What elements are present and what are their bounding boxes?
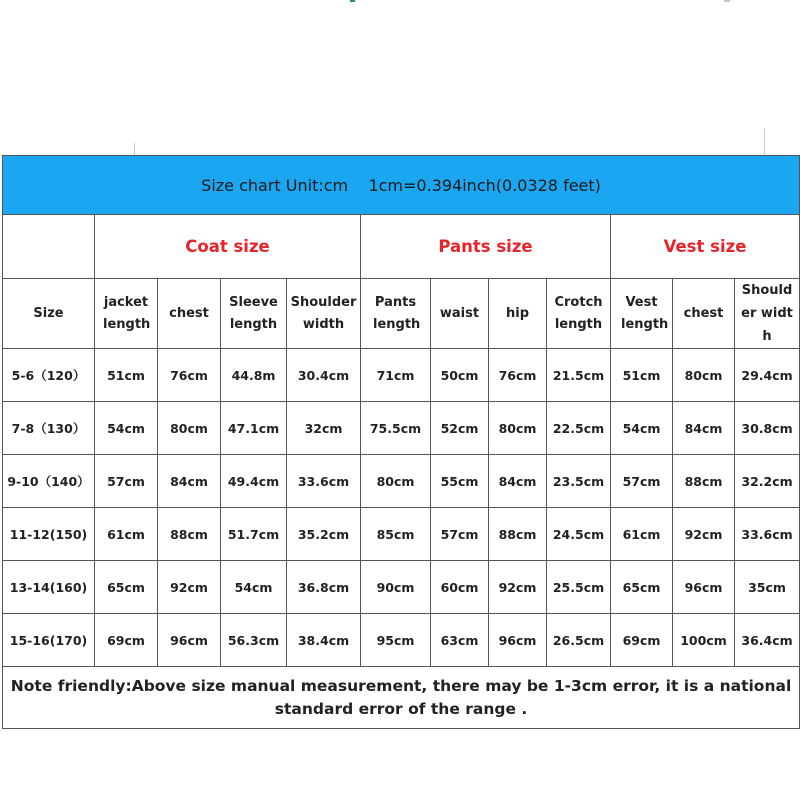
cell-size: 5-6（120） bbox=[3, 349, 95, 402]
cell-waist: 50cm bbox=[431, 349, 489, 402]
table-row bbox=[3, 349, 800, 402]
cell-shoulder-width: 35.2cm bbox=[287, 508, 361, 561]
top-decorative-line bbox=[350, 0, 730, 3]
column-header-hip: hip bbox=[489, 279, 547, 349]
size-chart bbox=[2, 155, 799, 729]
cell-hip: 80cm bbox=[489, 402, 547, 455]
cell-coat-chest: 84cm bbox=[158, 455, 221, 508]
cell-size: 15-16(170) bbox=[3, 614, 95, 667]
cell-vest-shoulder-width: 35cm bbox=[735, 561, 800, 614]
cell-sleeve-length: 47.1cm bbox=[221, 402, 287, 455]
size-chart-table bbox=[2, 155, 800, 729]
cell-vest-length: 61cm bbox=[611, 508, 673, 561]
cell-vest-chest: 100cm bbox=[673, 614, 735, 667]
cell-crotch-length: 25.5cm bbox=[547, 561, 611, 614]
cell-sleeve-length: 49.4cm bbox=[221, 455, 287, 508]
cell-waist: 57cm bbox=[431, 508, 489, 561]
cell-size: 7-8（130） bbox=[3, 402, 95, 455]
column-header-pants-length: Pants length bbox=[361, 279, 431, 349]
cell-pants-length: 85cm bbox=[361, 508, 431, 561]
cell-vest-chest: 92cm bbox=[673, 508, 735, 561]
cell-shoulder-width: 36.8cm bbox=[287, 561, 361, 614]
cell-shoulder-width: 32cm bbox=[287, 402, 361, 455]
group-header-blank bbox=[3, 215, 95, 279]
cell-pants-length: 80cm bbox=[361, 455, 431, 508]
cell-crotch-length: 22.5cm bbox=[547, 402, 611, 455]
cell-waist: 55cm bbox=[431, 455, 489, 508]
cell-vest-chest: 80cm bbox=[673, 349, 735, 402]
cell-vest-shoulder-width: 32.2cm bbox=[735, 455, 800, 508]
cell-vest-chest: 84cm bbox=[673, 402, 735, 455]
pants-size-header: Pants size bbox=[361, 215, 611, 279]
title-row bbox=[3, 156, 800, 215]
cell-hip: 96cm bbox=[489, 614, 547, 667]
cell-hip: 84cm bbox=[489, 455, 547, 508]
cell-coat-chest: 80cm bbox=[158, 402, 221, 455]
cell-coat-chest: 88cm bbox=[158, 508, 221, 561]
table-row bbox=[3, 561, 800, 614]
column-header-waist: waist bbox=[431, 279, 489, 349]
cell-jacket-length: 54cm bbox=[95, 402, 158, 455]
cell-pants-length: 75.5cm bbox=[361, 402, 431, 455]
column-header-size: Size bbox=[3, 279, 95, 349]
cell-sleeve-length: 54cm bbox=[221, 561, 287, 614]
cell-coat-chest: 96cm bbox=[158, 614, 221, 667]
cell-waist: 52cm bbox=[431, 402, 489, 455]
table-row bbox=[3, 508, 800, 561]
cell-vest-length: 69cm bbox=[611, 614, 673, 667]
column-header-vest-chest: chest bbox=[673, 279, 735, 349]
cell-jacket-length: 65cm bbox=[95, 561, 158, 614]
column-header-jacket-length: jacket length bbox=[95, 279, 158, 349]
table-row bbox=[3, 614, 800, 667]
size-chart-title: Size chart Unit:cm 1cm=0.394inch(0.0328 feet) bbox=[3, 156, 800, 215]
cell-vest-shoulder-width: 30.8cm bbox=[735, 402, 800, 455]
cell-vest-length: 65cm bbox=[611, 561, 673, 614]
cell-jacket-length: 69cm bbox=[95, 614, 158, 667]
cell-shoulder-width: 30.4cm bbox=[287, 349, 361, 402]
cell-jacket-length: 61cm bbox=[95, 508, 158, 561]
cell-sleeve-length: 51.7cm bbox=[221, 508, 287, 561]
cell-crotch-length: 26.5cm bbox=[547, 614, 611, 667]
coat-size-header: Coat size bbox=[95, 215, 361, 279]
cell-waist: 63cm bbox=[431, 614, 489, 667]
column-header-crotch-length: Crotch length bbox=[547, 279, 611, 349]
cell-vest-chest: 96cm bbox=[673, 561, 735, 614]
measurement-note: Note friendly:Above size manual measurement, there may be 1-3cm error, it is a national standard error of the range . bbox=[3, 667, 800, 729]
cell-vest-shoulder-width: 33.6cm bbox=[735, 508, 800, 561]
cell-crotch-length: 23.5cm bbox=[547, 455, 611, 508]
cell-vest-shoulder-width: 36.4cm bbox=[735, 614, 800, 667]
cell-sleeve-length: 44.8m bbox=[221, 349, 287, 402]
column-header-vest-shoulder-width: Shoulder width bbox=[735, 279, 800, 349]
cell-vest-shoulder-width: 29.4cm bbox=[735, 349, 800, 402]
column-header-row bbox=[3, 279, 800, 349]
column-header-coat-chest: chest bbox=[158, 279, 221, 349]
cell-coat-chest: 76cm bbox=[158, 349, 221, 402]
column-header-sleeve-length: Sleeve length bbox=[221, 279, 287, 349]
cell-crotch-length: 21.5cm bbox=[547, 349, 611, 402]
cell-vest-chest: 88cm bbox=[673, 455, 735, 508]
cell-pants-length: 71cm bbox=[361, 349, 431, 402]
cell-waist: 60cm bbox=[431, 561, 489, 614]
cell-hip: 88cm bbox=[489, 508, 547, 561]
cell-jacket-length: 57cm bbox=[95, 455, 158, 508]
cell-size: 9-10（140） bbox=[3, 455, 95, 508]
cell-coat-chest: 92cm bbox=[158, 561, 221, 614]
cell-size: 13-14(160) bbox=[3, 561, 95, 614]
cell-vest-length: 54cm bbox=[611, 402, 673, 455]
cell-hip: 92cm bbox=[489, 561, 547, 614]
cell-sleeve-length: 56.3cm bbox=[221, 614, 287, 667]
table-row bbox=[3, 402, 800, 455]
vest-size-header: Vest size bbox=[611, 215, 800, 279]
group-header-row bbox=[3, 215, 800, 279]
cell-vest-length: 57cm bbox=[611, 455, 673, 508]
cell-shoulder-width: 38.4cm bbox=[287, 614, 361, 667]
decorative-tick-left bbox=[134, 143, 135, 155]
cell-hip: 76cm bbox=[489, 349, 547, 402]
note-row bbox=[3, 667, 800, 729]
cell-crotch-length: 24.5cm bbox=[547, 508, 611, 561]
decorative-tick-right bbox=[764, 128, 765, 155]
cell-pants-length: 90cm bbox=[361, 561, 431, 614]
cell-pants-length: 95cm bbox=[361, 614, 431, 667]
cell-vest-length: 51cm bbox=[611, 349, 673, 402]
column-header-vest-length: Vest length bbox=[611, 279, 673, 349]
cell-size: 11-12(150) bbox=[3, 508, 95, 561]
table-row bbox=[3, 455, 800, 508]
cell-shoulder-width: 33.6cm bbox=[287, 455, 361, 508]
cell-jacket-length: 51cm bbox=[95, 349, 158, 402]
column-header-shoulder-width: Shoulder width bbox=[287, 279, 361, 349]
